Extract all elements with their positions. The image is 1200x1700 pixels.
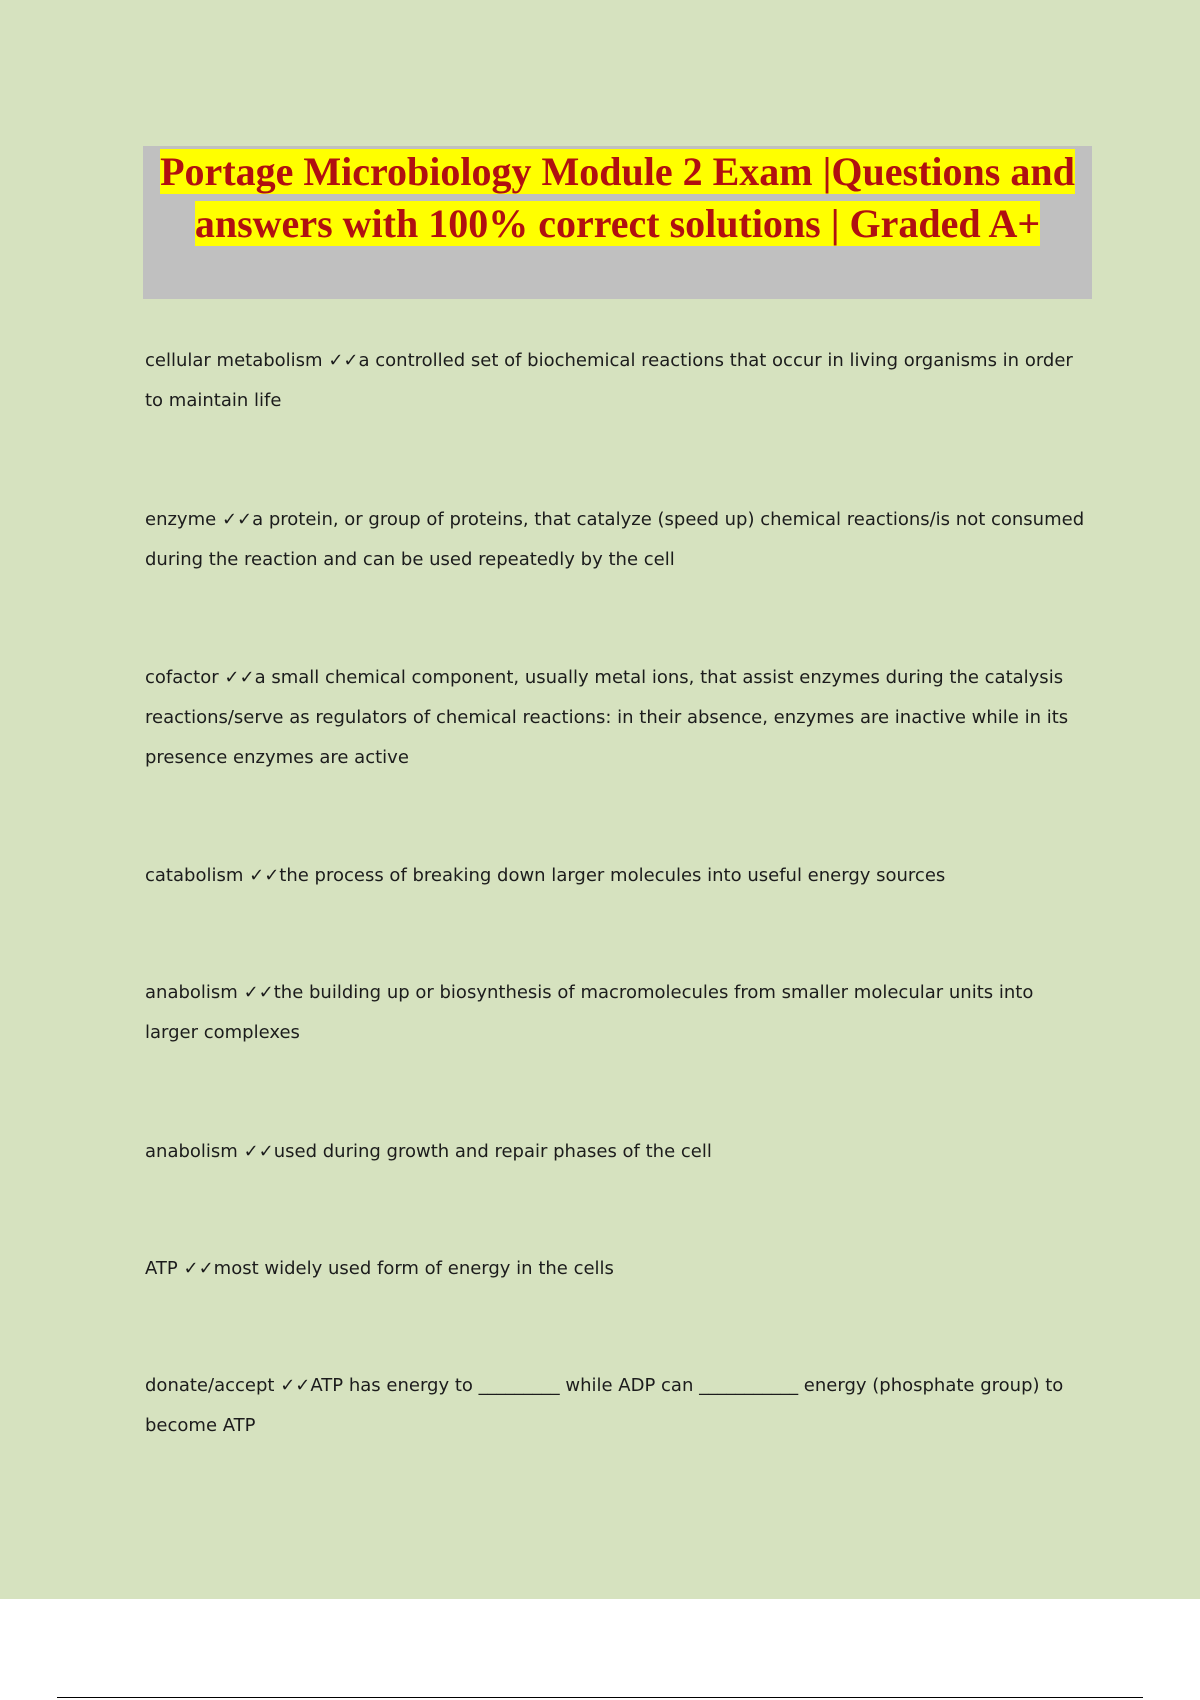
- entry-definition: used during growth and repair phases of the cell: [273, 1141, 712, 1162]
- entry-definition: a small chemical component, usually metal ions, that assist enzymes during the catalysis reactions/serve as regulators of chemical reactions: in their absence, enzymes are inactive while in its presence enzymes are active: [145, 667, 1069, 768]
- check-icon: ✓✓: [221, 509, 253, 530]
- entry-anabolism-1: [145, 973, 1090, 1053]
- footer-rule: [57, 1697, 1143, 1698]
- check-icon: ✓✓: [183, 1258, 214, 1279]
- entry-term: catabolism: [145, 865, 244, 886]
- check-icon: ✓✓: [243, 1141, 274, 1162]
- document-title: [143, 146, 1092, 250]
- entry-catabolism: [145, 856, 1090, 896]
- title-banner: [143, 146, 1092, 299]
- check-icon: ✓✓: [224, 667, 255, 688]
- entry-atp: [145, 1249, 1090, 1289]
- entry-definition: a protein, or group of proteins, that catalyze (speed up) chemical reactions/is not consumed during the reaction and can be used repeatedly by the cell: [145, 509, 1085, 570]
- entry-donate-accept: [145, 1366, 1090, 1446]
- entry-term: ATP: [145, 1258, 178, 1279]
- entry-term: anabolism: [145, 982, 238, 1003]
- entry-definition: the process of breaking down larger molecules into useful energy sources: [279, 865, 946, 886]
- entry-term: anabolism: [145, 1141, 238, 1162]
- entry-term: cofactor: [145, 667, 219, 688]
- entry-term: donate/accept: [145, 1375, 275, 1396]
- entry-definition: the building up or biosynthesis of macromolecules from smaller molecular units into larger complexes: [145, 982, 1034, 1043]
- entry-definition: ATP has energy to _________ while ADP can ___________ energy (phosphate group) to become ATP: [145, 1375, 1064, 1436]
- entry-definition: most widely used form of energy in the cells: [213, 1258, 614, 1279]
- entry-term: enzyme: [145, 509, 217, 530]
- check-icon: ✓✓: [243, 982, 274, 1003]
- check-icon: ✓✓: [280, 1375, 311, 1396]
- entry-term: cellular metabolism: [145, 350, 323, 371]
- entry-cofactor: [145, 658, 1090, 778]
- title-highlight: Portage Microbiology Module 2 Exam |Questions and answers with 100% correct solutions | Graded A+: [160, 149, 1075, 246]
- check-icon: ✓✓: [328, 350, 359, 371]
- entry-enzyme: [145, 500, 1090, 580]
- entry-anabolism-2: [145, 1132, 1090, 1172]
- entry-cellular-metabolism: [145, 341, 1090, 421]
- check-icon: ✓✓: [249, 865, 280, 886]
- entry-definition: a controlled set of biochemical reactions that occur in living organisms in order to maintain life: [145, 350, 1073, 411]
